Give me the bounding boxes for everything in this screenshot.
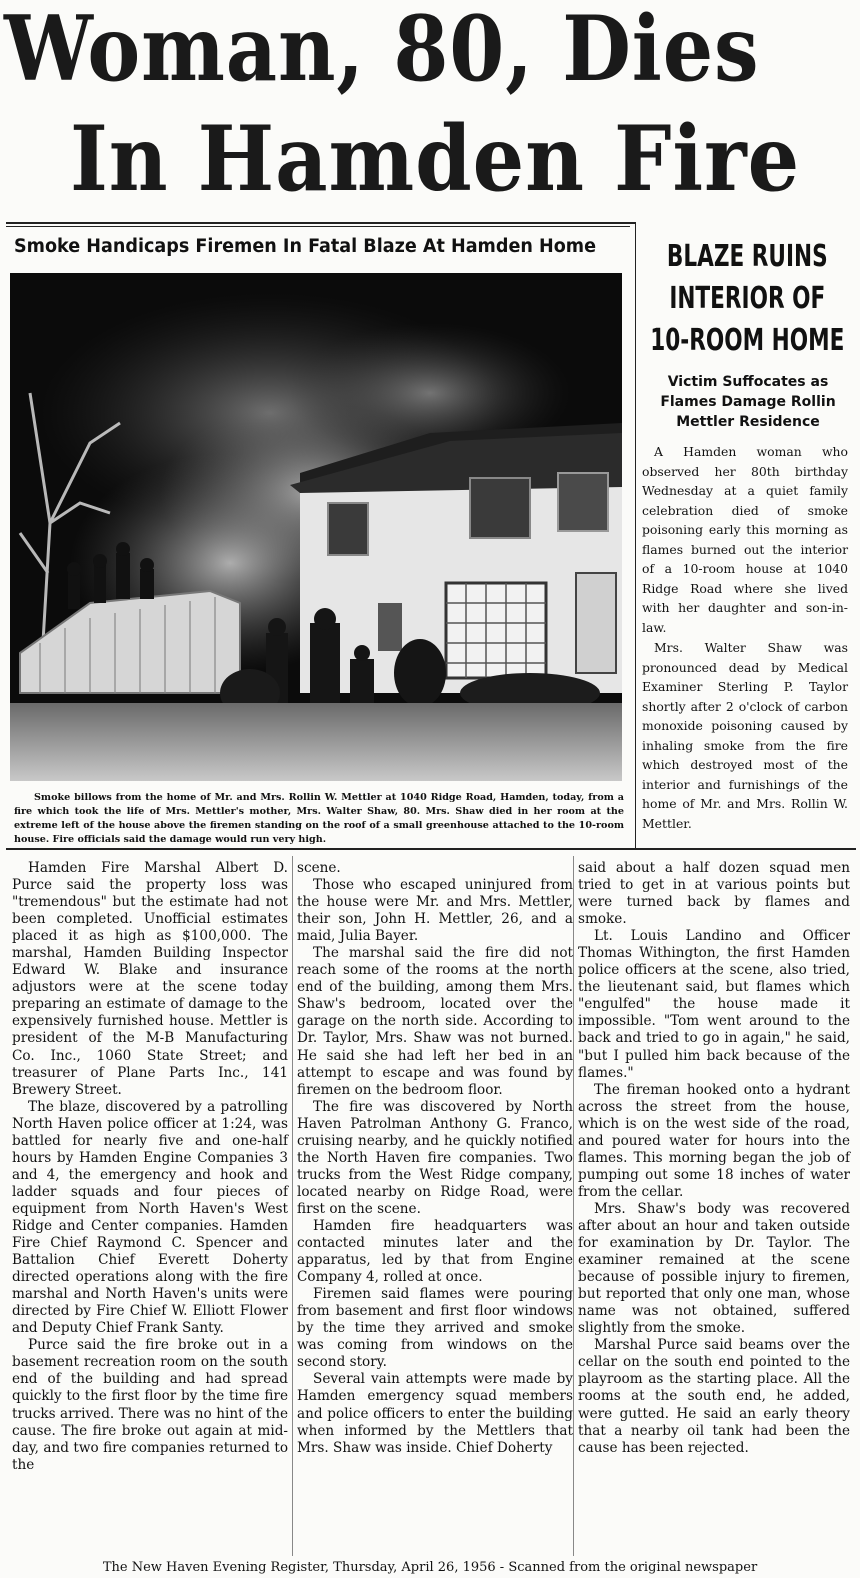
sidebar-headline [640,236,845,362]
article-paragraph: said about a half dozen squad men tried to get in at various points but were turned back by flames and smoke. [578,860,850,928]
article-paragraph: Hamden Fire Marshal Albert D. Purce said the property loss was "tremendous" but the estimate had not been completed. Unofficial estimates placed it as high as $100,000. The marshal, Hamden Building Inspector Edward W. Blake and insurance adjustors were at the scene today preparing an estimate of damage to the expensively furnished house. Mettler is president of the M-B Manufacturing Co. Inc., 1060 State Street; and treasurer of Plane Parts Inc., 141 Brewery Street. [12,860,288,1098]
photo-caption: Smoke billows from the home of Mr. and Mrs. Rollin W. Mettler at 1040 Ridge Road, Hamden, today, from a fire which took the life of Mrs. Mettler's mother, Mrs. Walter Shaw, 80. Mrs. Shaw died in her room at the extreme left of the house above the firemen standing on the roof of a small greenhouse attached to the 10-room house. Fire officials said the damage would run very high. [14,792,624,845]
headline-line-1: Woman, 80, Dies [4,0,760,102]
sidebar-headline-line-1: BLAZE RUINS [666,239,828,274]
article-paragraph: Several vain attempts were made by Hamden emergency squad members and police officers to enter the building when informed by the Mettlers that Mrs. Shaw was inside. Chief Doherty [297,1371,573,1456]
article-paragraph: Purce said the fire broke out in a basement recreation room on the south end of the building and had spread quickly to the first floor by the time fire trucks arrived. There was no hint of the cause. The fire broke out again at mid-day, and two fire companies returned to the [12,1337,288,1473]
article-paragraph: The marshal said the fire did not reach some of the rooms at the north end of the building, among them Mrs. Shaw's bedroom, located over the garage on the north side. According to Dr. Taylor, Mrs. Shaw was not burned. He said she had left her bed in an attempt to escape and was found by firemen on the bedroom floor. [297,945,573,1098]
article-paragraph: Lt. Louis Landino and Officer Thomas Withington, the first Hamden police officers at the scene, also tried, the lieutenant said, but flames which "engulfed" the house made it impossible. "Tom went around to the back and tried to go in again," he said, "but I pulled him back because of the flames." [578,928,850,1081]
photo-box-top-rule [6,226,630,227]
column-rule-1 [292,856,293,1556]
burning-house-image [10,273,622,781]
article-paragraph: scene. [297,860,341,876]
sidebar-headline-line-2: INTERIOR OF [669,281,826,316]
source-footer: The New Haven Evening Register, Thursday, April 26, 1956 - Scanned from the original newspaper [102,1560,758,1575]
article-paragraph: Hamden fire headquarters was contacted minutes later and the apparatus, led by that from Engine Company 4, rolled at once. [297,1217,573,1286]
article-paragraph: The fireman hooked onto a hydrant across the street from the house, which is on the west side of the road, and poured water for hours into the flames. This morning began the job of pumping out some 18 inches of water from the cellar. [578,1081,850,1200]
article-paragraph: Mrs. Shaw's body was recovered after about an hour and taken outside for examination by Dr. Taylor. The examiner remained at the scene because of possible injury to firemen, but reported that only one man, whose name was not obtained, suffered slightly from the smoke. [578,1200,850,1337]
headline-line-2: In Hamden Fire [70,106,801,212]
sidebar-paragraph: Mrs. Walter Shaw was pronounced dead by Medical Examiner Sterling P. Taylor shortly after 2 o'clock of carbon monoxide poisoning caused by inhaling smoke from the fire which destroyed most of the interior and furnishings of the home of Mr. and Mrs. Rollin W. Mettler. [642,640,848,831]
article-column-3 [578,860,850,1457]
article-paragraph: Marshal Purce said beams over the cellar on the south end pointed to the playroom as the starting place. All the rooms at the south end, he added, were gutted. He said an early theory that a nearby oil tank had been the cause has been rejected. [578,1337,850,1456]
sidebar-subhead: Victim Suffocates as Flames Damage Rollin Mettler Residence [660,374,836,430]
photo-title: Smoke Handicaps Firemen In Fatal Blaze At Hamden Home [14,236,597,257]
article-paragraph: Firemen said flames were pouring from basement and first floor windows by the time they arrived and smoke was coming from windows on the second story. [297,1286,573,1371]
headline-rule [6,222,636,224]
article-paragraph: Those who escaped uninjured from the house were Mr. and Mrs. Mettler, their son, John H. Mettler, 26, and a maid, Julia Bayer. [297,877,573,945]
article-paragraph: The blaze, discovered by a patrolling North Haven police officer at 1:24, was battled for nearly five and one-half hours by Hamden Engine Companies 3 and 4, the emergency and hook and ladder squads and four pieces of equipment from North Haven's West Ridge and Center companies. Hamden Fire Chief Raymond C. Spencer and Battalion Chief Everett Doherty directed operations along with the fire marshal and North Haven's units were directed by Fire Chief W. Elliott Flower and Deputy Chief Frank Santy. [12,1098,288,1337]
article-paragraph: The fire was discovered by North Haven Patrolman Anthony G. Franco, cruising nearby, and he quickly notified the North Haven fire companies. Two trucks from the West Ridge company, located nearby on Ridge Road, were first on the scene. [297,1098,573,1217]
article-column-1 [12,860,288,1474]
article-column-2 [297,860,573,1457]
photo-box-bottom-rule [6,848,856,850]
fire-photo [10,273,622,781]
column-divider-vertical [635,222,636,850]
sidebar-paragraph: A Hamden woman who observed her 80th birthday Wednesday at a quiet family celebration died of smoke poisoning early this morning as flames burned out the interior of a 10-room house at 1040 Ridge Road where she lived with her daughter and son-in-law. [642,444,848,635]
column-rule-2 [573,856,574,1556]
sidebar-headline-line-3: 10-ROOM HOME [650,323,845,358]
